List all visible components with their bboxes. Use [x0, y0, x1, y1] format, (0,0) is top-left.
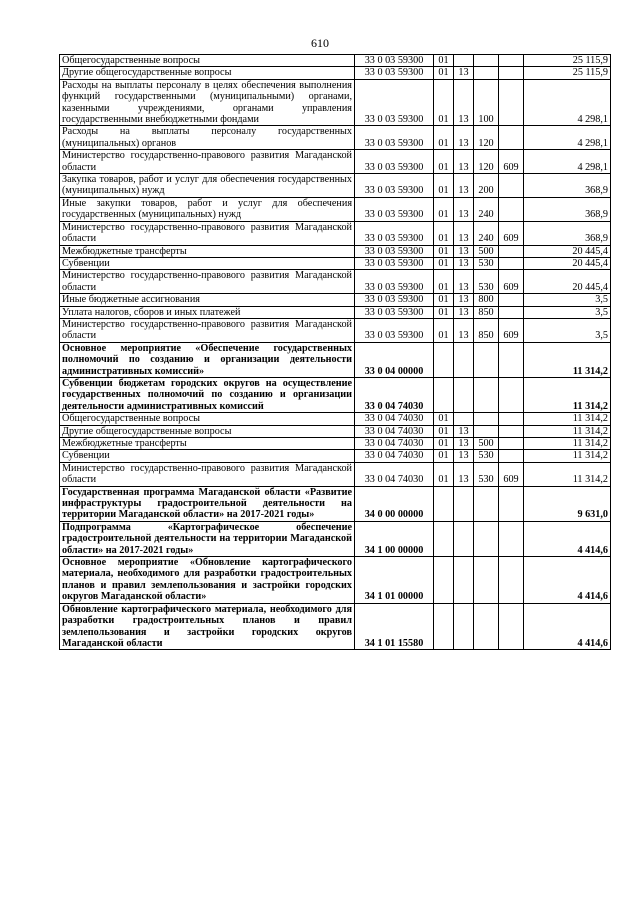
row-subsection-cell [454, 377, 474, 412]
row-subsection-cell [454, 603, 474, 650]
table-row [60, 245, 611, 257]
row-target-article-cell: 33 0 04 74030 [355, 413, 434, 425]
row-expense-type-cell: 120 [474, 150, 499, 174]
row-administrator-cell: 609 [499, 318, 524, 342]
row-subsection-cell: 13 [454, 257, 474, 269]
row-expense-type-cell: 200 [474, 174, 499, 198]
row-target-article-cell: 33 0 03 59300 [355, 270, 434, 294]
row-name-cell: Расходы на выплаты персоналу государственных (муниципальных) органов [60, 126, 355, 150]
row-target-article-cell: 34 1 01 15580 [355, 603, 434, 650]
row-administrator-cell: 609 [499, 462, 524, 486]
row-target-article-cell: 33 0 04 74030 [355, 438, 434, 450]
row-section-cell: 01 [434, 294, 454, 306]
row-name-cell: Межбюджетные трансферты [60, 438, 355, 450]
row-amount-cell: 9 631,0 [524, 486, 611, 521]
row-administrator-cell [499, 245, 524, 257]
row-expense-type-cell [474, 55, 499, 67]
table-row [60, 521, 611, 556]
row-name-cell: Субвенции [60, 450, 355, 462]
row-amount-cell: 4 414,6 [524, 521, 611, 556]
row-administrator-cell [499, 413, 524, 425]
row-expense-type-cell [474, 67, 499, 79]
row-name-cell: Обновление картографического материала, необходимого для разработки градостроительных планов и правил землепользования и застройки городских округов Магаданской области [60, 603, 355, 650]
row-administrator-cell [499, 486, 524, 521]
row-expense-type-cell: 530 [474, 257, 499, 269]
row-expense-type-cell: 100 [474, 79, 499, 126]
row-name-cell: Расходы на выплаты персоналу в целях обеспечения выполнения функций государственными (муниципальными) органами, казенными учреждениями, органами управления государственными внебюджетными фондами [60, 79, 355, 126]
row-expense-type-cell: 800 [474, 294, 499, 306]
row-target-article-cell: 33 0 03 59300 [355, 318, 434, 342]
row-target-article-cell: 33 0 04 00000 [355, 342, 434, 377]
row-amount-cell: 20 445,4 [524, 270, 611, 294]
row-amount-cell: 368,9 [524, 174, 611, 198]
budget-table-body [60, 55, 611, 650]
row-amount-cell: 368,9 [524, 197, 611, 221]
row-target-article-cell: 33 0 03 59300 [355, 126, 434, 150]
row-section-cell: 01 [434, 221, 454, 245]
row-target-article-cell: 34 1 01 00000 [355, 557, 434, 604]
row-subsection-cell [454, 557, 474, 604]
row-section-cell [434, 342, 454, 377]
row-section-cell: 01 [434, 425, 454, 437]
row-administrator-cell [499, 425, 524, 437]
row-section-cell [434, 377, 454, 412]
row-administrator-cell [499, 450, 524, 462]
row-subsection-cell: 13 [454, 67, 474, 79]
row-expense-type-cell [474, 342, 499, 377]
row-section-cell: 01 [434, 126, 454, 150]
table-row [60, 174, 611, 198]
row-name-cell: Министерство государственно-правового развития Магаданской области [60, 150, 355, 174]
row-administrator-cell [499, 377, 524, 412]
row-section-cell: 01 [434, 150, 454, 174]
table-row [60, 557, 611, 604]
row-amount-cell: 3,5 [524, 306, 611, 318]
row-expense-type-cell: 530 [474, 270, 499, 294]
row-subsection-cell: 13 [454, 438, 474, 450]
row-section-cell: 01 [434, 462, 454, 486]
row-subsection-cell: 13 [454, 318, 474, 342]
row-target-article-cell: 33 0 03 59300 [355, 150, 434, 174]
row-name-cell: Субвенции [60, 257, 355, 269]
row-subsection-cell: 13 [454, 270, 474, 294]
row-subsection-cell: 13 [454, 197, 474, 221]
table-row [60, 126, 611, 150]
row-expense-type-cell: 120 [474, 126, 499, 150]
row-expense-type-cell [474, 521, 499, 556]
table-row [60, 377, 611, 412]
row-amount-cell: 4 414,6 [524, 557, 611, 604]
row-section-cell: 01 [434, 257, 454, 269]
row-section-cell: 01 [434, 306, 454, 318]
row-expense-type-cell: 240 [474, 221, 499, 245]
row-amount-cell: 4 298,1 [524, 79, 611, 126]
row-name-cell: Уплата налогов, сборов и иных платежей [60, 306, 355, 318]
row-target-article-cell: 33 0 03 59300 [355, 245, 434, 257]
row-target-article-cell: 33 0 04 74030 [355, 377, 434, 412]
row-name-cell: Министерство государственно-правового развития Магаданской области [60, 462, 355, 486]
row-subsection-cell [454, 486, 474, 521]
table-row [60, 413, 611, 425]
row-amount-cell: 11 314,2 [524, 425, 611, 437]
row-section-cell [434, 557, 454, 604]
row-name-cell: Иные бюджетные ассигнования [60, 294, 355, 306]
row-expense-type-cell: 240 [474, 197, 499, 221]
row-name-cell: Основное мероприятие «Обеспечение государственных полномочий по созданию и организации деятельности административных комиссий» [60, 342, 355, 377]
row-name-cell: Министерство государственно-правового развития Магаданской области [60, 318, 355, 342]
row-subsection-cell: 13 [454, 174, 474, 198]
table-row [60, 197, 611, 221]
page-number: 610 [311, 36, 329, 50]
row-section-cell: 01 [434, 245, 454, 257]
row-amount-cell: 3,5 [524, 294, 611, 306]
row-expense-type-cell [474, 425, 499, 437]
row-expense-type-cell [474, 413, 499, 425]
table-row [60, 306, 611, 318]
table-row [60, 294, 611, 306]
row-section-cell: 01 [434, 55, 454, 67]
row-subsection-cell: 13 [454, 425, 474, 437]
row-expense-type-cell: 850 [474, 306, 499, 318]
table-row [60, 270, 611, 294]
row-subsection-cell [454, 413, 474, 425]
row-subsection-cell [454, 521, 474, 556]
row-amount-cell: 25 115,9 [524, 55, 611, 67]
row-target-article-cell: 33 0 04 74030 [355, 462, 434, 486]
row-administrator-cell [499, 306, 524, 318]
row-section-cell: 01 [434, 270, 454, 294]
table-row [60, 55, 611, 67]
row-target-article-cell: 33 0 04 74030 [355, 450, 434, 462]
table-row [60, 462, 611, 486]
row-name-cell: Межбюджетные трансферты [60, 245, 355, 257]
row-amount-cell: 4 298,1 [524, 126, 611, 150]
row-name-cell: Другие общегосударственные вопросы [60, 425, 355, 437]
row-section-cell: 01 [434, 438, 454, 450]
row-administrator-cell [499, 557, 524, 604]
row-administrator-cell [499, 342, 524, 377]
row-expense-type-cell [474, 603, 499, 650]
row-amount-cell: 11 314,2 [524, 342, 611, 377]
row-administrator-cell [499, 126, 524, 150]
row-name-cell: Закупка товаров, работ и услуг для обеспечения государственных (муниципальных) нужд [60, 174, 355, 198]
row-name-cell: Основное мероприятие «Обновление картографического материала, необходимого для разработки градостроительных планов и правил землепользования и застройки городских округов Магаданской области» [60, 557, 355, 604]
row-administrator-cell [499, 257, 524, 269]
row-administrator-cell [499, 294, 524, 306]
row-expense-type-cell: 530 [474, 450, 499, 462]
row-section-cell [434, 486, 454, 521]
row-amount-cell: 11 314,2 [524, 377, 611, 412]
row-section-cell: 01 [434, 197, 454, 221]
row-section-cell [434, 521, 454, 556]
row-target-article-cell: 34 0 00 00000 [355, 486, 434, 521]
row-name-cell: Министерство государственно-правового развития Магаданской области [60, 221, 355, 245]
row-expense-type-cell: 530 [474, 462, 499, 486]
row-name-cell: Общегосударственные вопросы [60, 55, 355, 67]
table-row [60, 257, 611, 269]
row-amount-cell: 4 414,6 [524, 603, 611, 650]
table-row [60, 221, 611, 245]
budget-table [59, 54, 611, 650]
row-amount-cell: 11 314,2 [524, 413, 611, 425]
row-target-article-cell: 34 1 00 00000 [355, 521, 434, 556]
row-expense-type-cell [474, 557, 499, 604]
table-row [60, 486, 611, 521]
row-administrator-cell: 609 [499, 150, 524, 174]
row-name-cell: Государственная программа Магаданской области «Развитие инфраструктуры градостроительной деятельности на территории Магаданской области» на 2017-2021 годы» [60, 486, 355, 521]
row-subsection-cell [454, 55, 474, 67]
row-amount-cell: 11 314,2 [524, 462, 611, 486]
table-row [60, 79, 611, 126]
row-name-cell: Подпрограмма «Картографическое обеспечение градостроительной деятельности на территории Магаданской области» на 2017-2021 годы» [60, 521, 355, 556]
table-row [60, 150, 611, 174]
row-target-article-cell: 33 0 03 59300 [355, 221, 434, 245]
row-amount-cell: 20 445,4 [524, 245, 611, 257]
row-amount-cell: 25 115,9 [524, 67, 611, 79]
row-name-cell: Министерство государственно-правового развития Магаданской области [60, 270, 355, 294]
row-target-article-cell: 33 0 03 59300 [355, 306, 434, 318]
row-subsection-cell [454, 342, 474, 377]
row-administrator-cell [499, 521, 524, 556]
row-section-cell: 01 [434, 450, 454, 462]
row-target-article-cell: 33 0 03 59300 [355, 79, 434, 126]
row-administrator-cell [499, 79, 524, 126]
row-section-cell: 01 [434, 79, 454, 126]
row-administrator-cell: 609 [499, 221, 524, 245]
row-administrator-cell [499, 55, 524, 67]
row-name-cell: Другие общегосударственные вопросы [60, 67, 355, 79]
row-expense-type-cell: 850 [474, 318, 499, 342]
row-subsection-cell: 13 [454, 150, 474, 174]
row-administrator-cell [499, 67, 524, 79]
row-expense-type-cell: 500 [474, 245, 499, 257]
row-administrator-cell [499, 197, 524, 221]
row-target-article-cell: 33 0 04 74030 [355, 425, 434, 437]
row-section-cell: 01 [434, 318, 454, 342]
row-subsection-cell: 13 [454, 221, 474, 245]
row-name-cell: Иные закупки товаров, работ и услуг для обеспечения государственных (муниципальных) нужд [60, 197, 355, 221]
row-name-cell: Общегосударственные вопросы [60, 413, 355, 425]
row-section-cell: 01 [434, 67, 454, 79]
row-administrator-cell [499, 438, 524, 450]
row-section-cell: 01 [434, 174, 454, 198]
table-row [60, 603, 611, 650]
table-row [60, 425, 611, 437]
row-amount-cell: 4 298,1 [524, 150, 611, 174]
row-name-cell: Субвенции бюджетам городских округов на осуществление государственных полномочий по созданию и организации деятельности административных комиссий [60, 377, 355, 412]
row-expense-type-cell [474, 486, 499, 521]
row-subsection-cell: 13 [454, 294, 474, 306]
row-amount-cell: 20 445,4 [524, 257, 611, 269]
row-target-article-cell: 33 0 03 59300 [355, 174, 434, 198]
row-section-cell: 01 [434, 413, 454, 425]
row-target-article-cell: 33 0 03 59300 [355, 197, 434, 221]
row-target-article-cell: 33 0 03 59300 [355, 67, 434, 79]
row-subsection-cell: 13 [454, 462, 474, 486]
table-row [60, 342, 611, 377]
row-subsection-cell: 13 [454, 79, 474, 126]
row-subsection-cell: 13 [454, 306, 474, 318]
table-row [60, 67, 611, 79]
row-target-article-cell: 33 0 03 59300 [355, 55, 434, 67]
row-administrator-cell: 609 [499, 270, 524, 294]
row-amount-cell: 11 314,2 [524, 450, 611, 462]
table-row [60, 438, 611, 450]
row-target-article-cell: 33 0 03 59300 [355, 294, 434, 306]
table-row [60, 450, 611, 462]
row-subsection-cell: 13 [454, 126, 474, 150]
row-amount-cell: 3,5 [524, 318, 611, 342]
row-target-article-cell: 33 0 03 59300 [355, 257, 434, 269]
row-subsection-cell: 13 [454, 450, 474, 462]
row-amount-cell: 11 314,2 [524, 438, 611, 450]
row-subsection-cell: 13 [454, 245, 474, 257]
row-administrator-cell [499, 174, 524, 198]
row-administrator-cell [499, 603, 524, 650]
row-expense-type-cell [474, 377, 499, 412]
row-section-cell [434, 603, 454, 650]
table-row [60, 318, 611, 342]
row-amount-cell: 368,9 [524, 221, 611, 245]
row-expense-type-cell: 500 [474, 438, 499, 450]
